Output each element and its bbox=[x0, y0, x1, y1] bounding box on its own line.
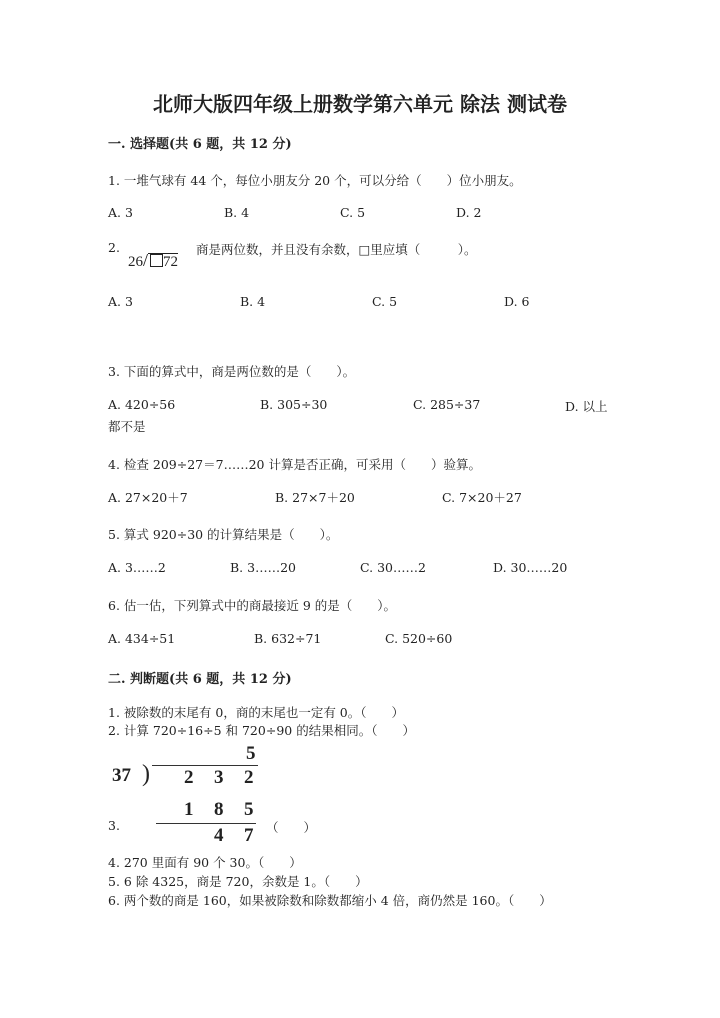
option: A. 434÷51 bbox=[108, 631, 176, 646]
dividend: 72 bbox=[163, 254, 179, 270]
long-division-figure: 5 37 ) 2 3 2 1 8 5 4 7 bbox=[112, 743, 272, 848]
option: D. 30……20 bbox=[493, 560, 568, 575]
option: B. 4 bbox=[224, 205, 250, 220]
answer-blank: （ ） bbox=[266, 820, 317, 835]
judgment-item: 5. 6 除 4325，商是 720，余数是 1。（ ） bbox=[108, 874, 368, 889]
judgment-item: 1. 被除数的末尾有 0，商的末尾也一定有 0。（ ） bbox=[108, 705, 405, 720]
option: B. 3……20 bbox=[230, 560, 296, 575]
judgment-item: 4. 270 里面有 90 个 30。（ ） bbox=[108, 855, 302, 870]
divisor: 26 bbox=[128, 254, 143, 270]
quotient: 5 bbox=[246, 743, 256, 764]
question-text: 5. 算式 920÷30 的计算结果是（ ）。 bbox=[108, 527, 339, 542]
option: C. 520÷60 bbox=[385, 631, 453, 646]
question-text: 1. 一堆气球有 44 个，每位小朋友分 20 个，可以分给（ ）位小朋友。 bbox=[108, 173, 522, 188]
section-heading: 一. 选择题(共 6 题，共 12 分) bbox=[108, 137, 292, 152]
digit: 4 bbox=[214, 825, 224, 846]
option: C. 30……2 bbox=[360, 560, 426, 575]
digit: 2 bbox=[244, 767, 254, 788]
option: B. 632÷71 bbox=[254, 631, 322, 646]
divisor: 37 bbox=[112, 765, 131, 786]
option: A. 420÷56 bbox=[108, 397, 176, 412]
option: A. 3 bbox=[108, 294, 133, 309]
question-number: 2. bbox=[108, 240, 120, 255]
option: B. 27×7＋20 bbox=[275, 490, 355, 505]
division-figure: 26/ 72 bbox=[128, 250, 179, 270]
question-text: 6. 估一估，下列算式中的商最接近 9 的是（ ）。 bbox=[108, 598, 397, 613]
option: C. 285÷37 bbox=[413, 397, 481, 412]
digit: 2 bbox=[184, 767, 194, 788]
question-text: 4. 检查 209÷27＝7……20 计算是否正确，可采用（ ）验算。 bbox=[108, 457, 481, 472]
digit: 1 bbox=[184, 799, 194, 820]
digit: 3 bbox=[214, 767, 224, 788]
option: A. 3……2 bbox=[108, 560, 166, 575]
page-title: 北师大版四年级上册数学第六单元 除法 测试卷 bbox=[153, 92, 567, 116]
question-text: 3. 下面的算式中，商是两位数的是（ ）。 bbox=[108, 364, 356, 379]
judgment-item: 2. 计算 720÷16÷5 和 720÷90 的结果相同。（ ） bbox=[108, 723, 415, 738]
option: B. 4 bbox=[240, 294, 266, 309]
option: C. 7×20＋27 bbox=[442, 490, 522, 505]
judgment-item: 3. bbox=[108, 818, 120, 833]
blank-box bbox=[150, 254, 163, 267]
section-heading: 二. 判断题(共 6 题，共 12 分) bbox=[108, 672, 292, 687]
digit: 7 bbox=[244, 825, 254, 846]
digit: 5 bbox=[244, 799, 254, 820]
option: B. 305÷30 bbox=[260, 397, 328, 412]
question-text: 商是两位数，并且没有余数，□里应填（ ）。 bbox=[196, 242, 477, 257]
option: A. 3 bbox=[108, 205, 133, 220]
digit: 8 bbox=[214, 799, 224, 820]
option: C. 5 bbox=[372, 294, 398, 309]
judgment-item: 6. 两个数的商是 160，如果被除数和除数都缩小 4 倍，商仍然是 160。（ ） bbox=[108, 893, 552, 908]
option: D. 2 bbox=[456, 205, 482, 220]
option: C. 5 bbox=[340, 205, 366, 220]
option: A. 27×20＋7 bbox=[108, 490, 188, 505]
option: D. 6 bbox=[504, 294, 530, 309]
option-wrap: 都不是 bbox=[108, 419, 146, 434]
option: D. 以上 bbox=[565, 399, 608, 414]
